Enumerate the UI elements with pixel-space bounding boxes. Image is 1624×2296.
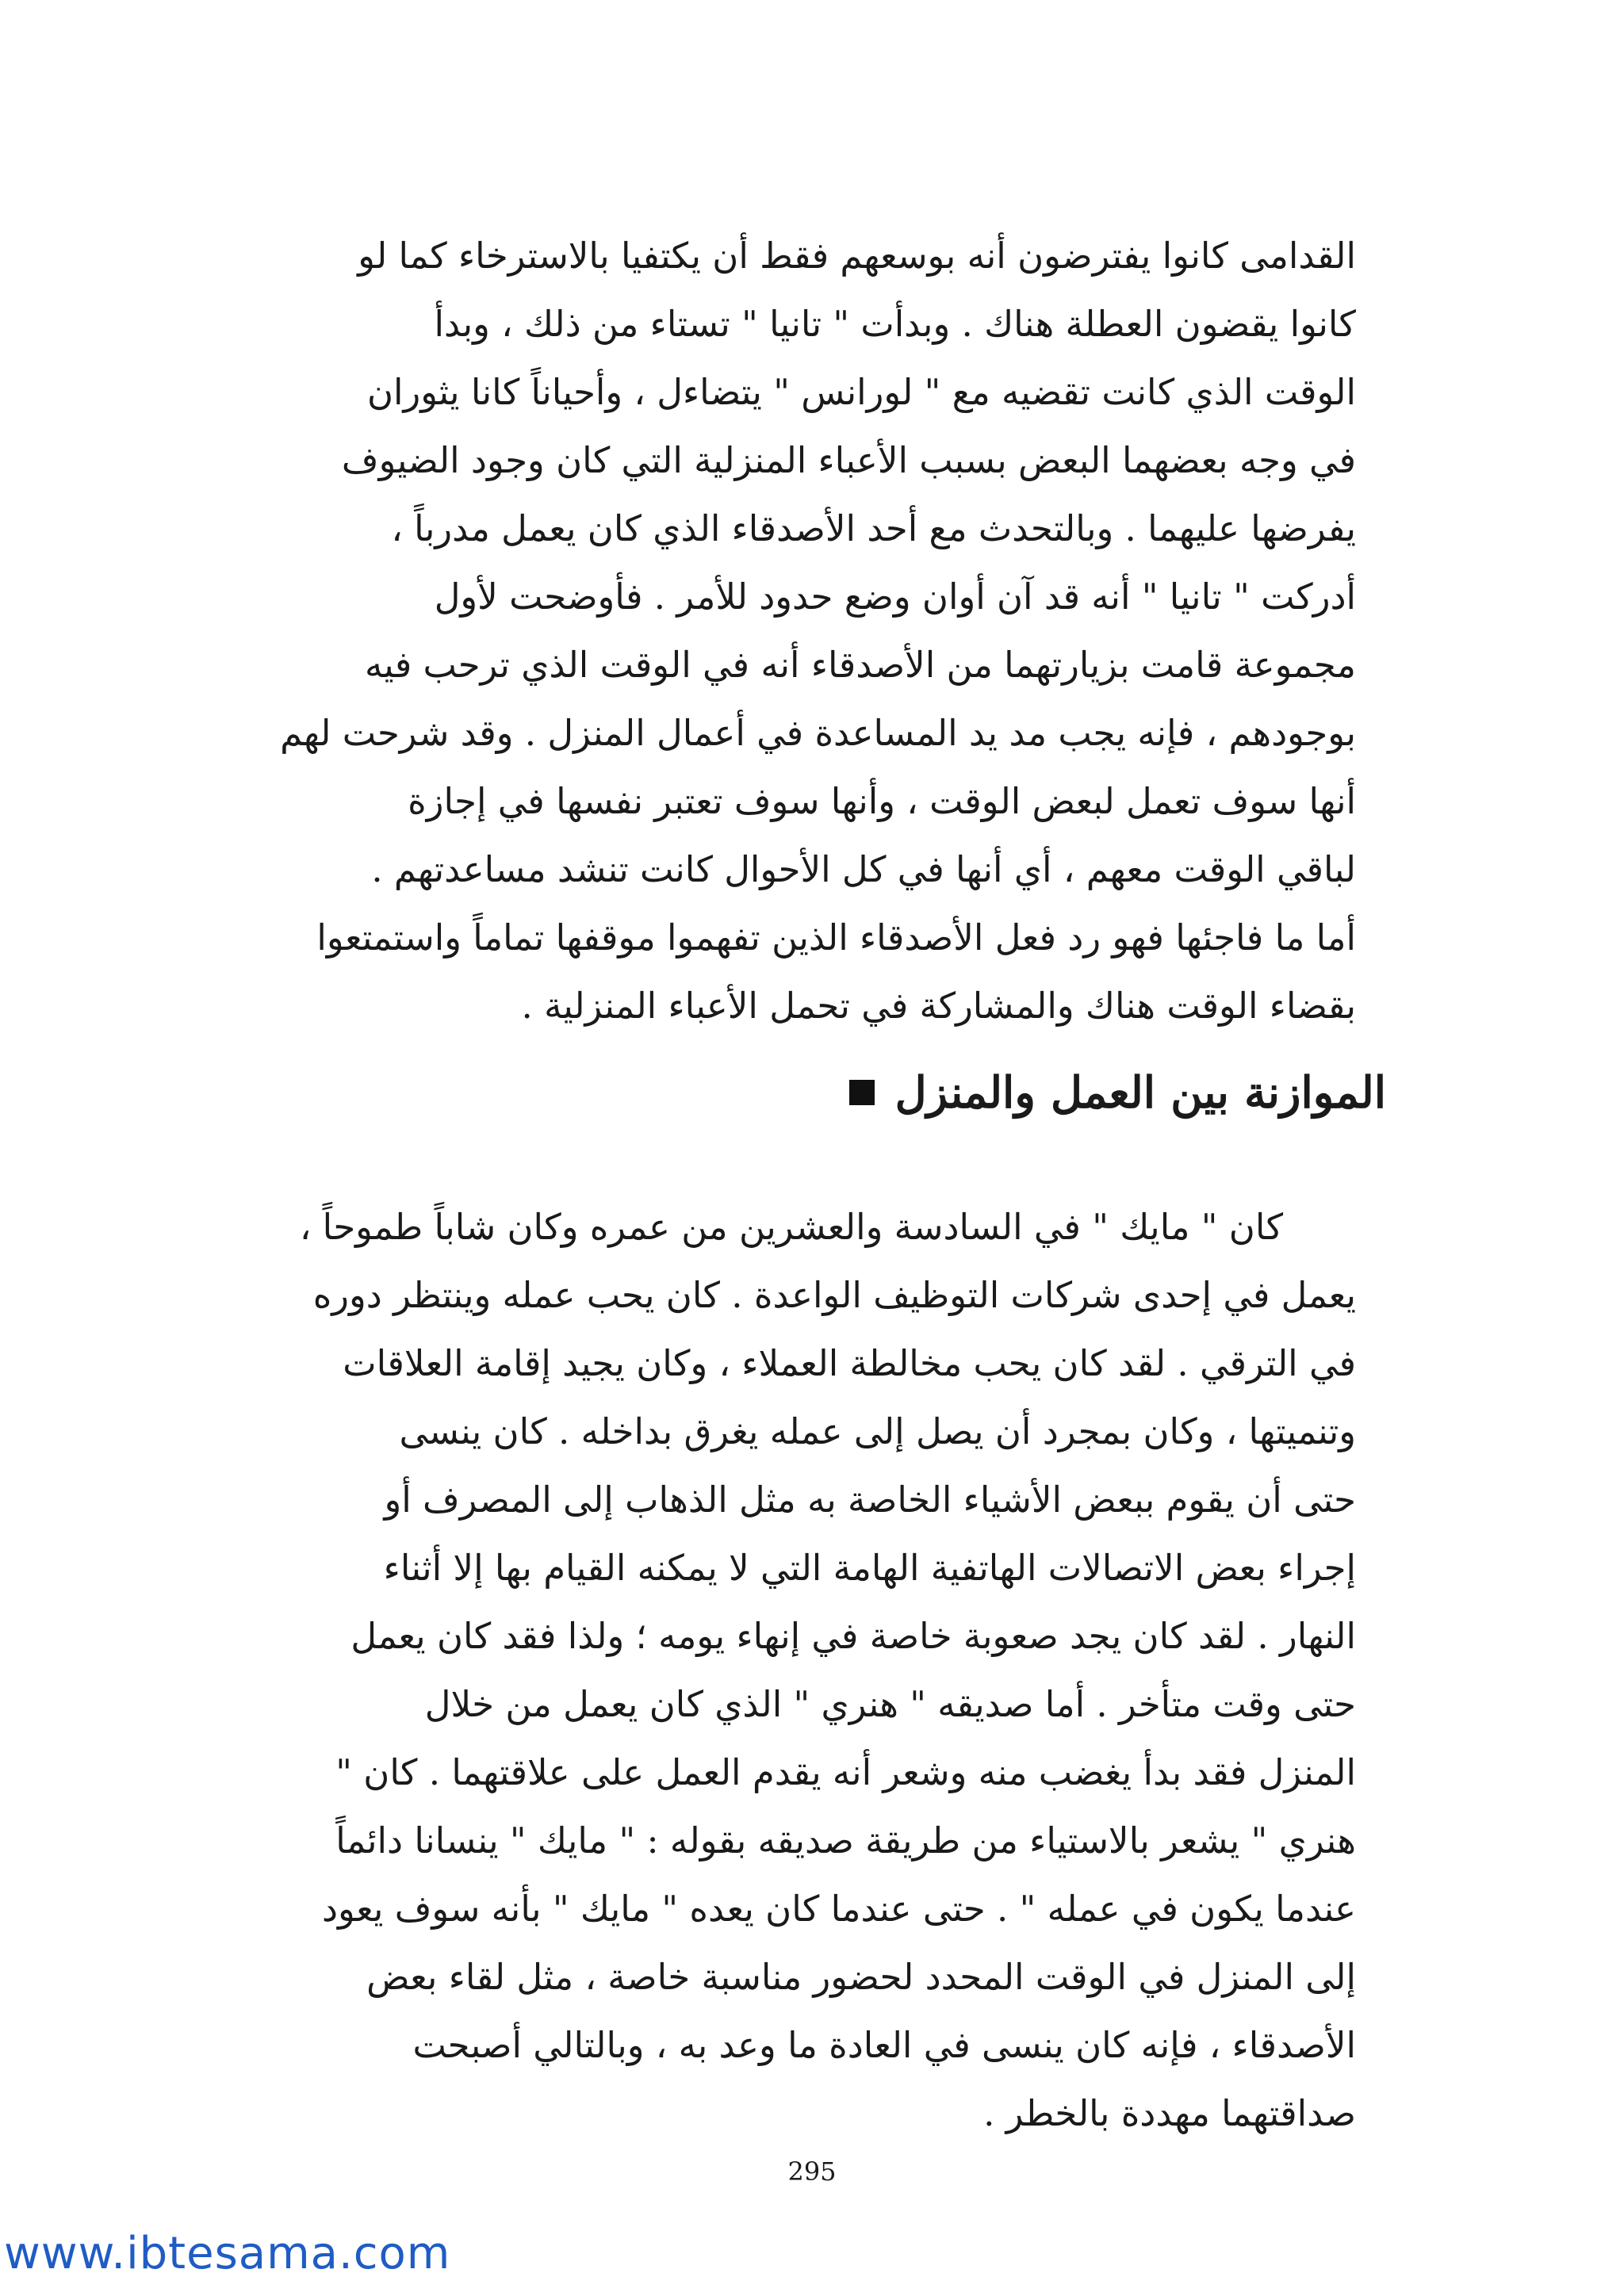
text-line: حتى وقت متأخر . أما صديقه " هنري " الذي كان يعمل من خلال — [424, 1683, 1356, 1725]
text-line: أما ما فاجئها فهو رد فعل الأصدقاء الذين تفهموا موقفها تماماً واستمتعوا — [316, 916, 1356, 959]
text-line: بقضاء الوقت هناك والمشاركة في تحمل الأعباء المنزلية . — [521, 985, 1356, 1027]
text-line: عندما يكون في عمله " . حتى عندما كان يعده " مايك " بأنه سوف يعود — [321, 1888, 1356, 1930]
text-line: النهار . لقد كان يجد صعوبة خاصة في إنهاء يومه ؛ ولذا فقد كان يعمل — [350, 1615, 1356, 1657]
text-line: إلى المنزل في الوقت المحدد لحضور مناسبة خاصة ، مثل لقاء بعض — [366, 1956, 1356, 1998]
text-line: القدامى كانوا يفترضون أنه بوسعهم فقط أن يكتفيا بالاسترخاء كما لو — [358, 235, 1356, 277]
text-line: إجراء بعض الاتصالات الهاتفية الهامة التي لا يمكنه القيام بها إلا أثناء — [383, 1547, 1356, 1589]
text-line: مجموعة قامت بزيارتهما من الأصدقاء أنه في الوقت الذي ترحب فيه — [365, 644, 1356, 686]
page-number: 295 — [787, 2156, 837, 2187]
text-line: صداقتهما مهددة بالخطر . — [983, 2092, 1356, 2134]
text-line: كان " مايك " في السادسة والعشرين من عمره وكان شاباً طموحاً ، — [299, 1206, 1283, 1248]
section-heading — [849, 1066, 1386, 1118]
text-line: حتى أن يقوم ببعض الأشياء الخاصة به مثل الذهاب إلى المصرف أو — [384, 1479, 1356, 1521]
text-line: أدركت " تانيا " أنه قد آن أوان وضع حدود للأمر . فأوضحت لأول — [434, 576, 1356, 618]
heading-text: الموازنة بين العمل والمنزل — [894, 1066, 1386, 1118]
text-line: المنزل فقد بدأ يغضب منه وشعر أنه يقدم العمل على علاقتهما . كان " — [335, 1751, 1356, 1793]
text-line: يعمل في إحدى شركات التوظيف الواعدة . كان يحب عمله وينتظر دوره — [312, 1274, 1356, 1316]
text-line: في الترقي . لقد كان يحب مخالطة العملاء ، وكان يجيد إقامة العلاقات — [343, 1342, 1356, 1384]
paragraph-2 — [266, 1193, 1356, 2148]
text-line: لباقي الوقت معهم ، أي أنها في كل الأحوال كانت تنشد مساعدتهم . — [371, 848, 1356, 890]
paragraph-1 — [280, 222, 1356, 1040]
square-bullet-icon — [849, 1080, 875, 1105]
text-line: أنها سوف تعمل لبعض الوقت ، وأنها سوف تعتبر نفسها في إجازة — [408, 780, 1356, 822]
text-line: يفرضها عليهما . وبالتحدث مع أحد الأصدقاء الذي كان يعمل مدرباً ، — [391, 507, 1356, 549]
text-line: الوقت الذي كانت تقضيه مع " لورانس " يتضاءل ، وأحياناً كانا يثوران — [366, 371, 1356, 413]
text-line: الأصدقاء ، فإنه كان ينسى في العادة ما وعد به ، وبالتالي أصبحت — [412, 2024, 1356, 2066]
text-line: هنري " يشعر بالاستياء من طريقة صديقه بقوله : " مايك " ينسانا دائماً — [335, 1820, 1356, 1862]
text-line: كانوا يقضون العطلة هناك . وبدأت " تانيا " تستاء من ذلك ، وبدأ — [434, 303, 1356, 345]
watermark-link[interactable]: www.ibtesama.com — [4, 2228, 451, 2279]
text-line: بوجودهم ، فإنه يجب مد يد المساعدة في أعمال المنزل . وقد شرحت لهم — [280, 712, 1356, 754]
text-line: وتنميتها ، وكان بمجرد أن يصل إلى عمله يغرق بداخله . كان ينسى — [399, 1410, 1356, 1452]
text-line: في وجه بعضهما البعض بسبب الأعباء المنزلية التي كان وجود الضيوف — [341, 439, 1356, 481]
